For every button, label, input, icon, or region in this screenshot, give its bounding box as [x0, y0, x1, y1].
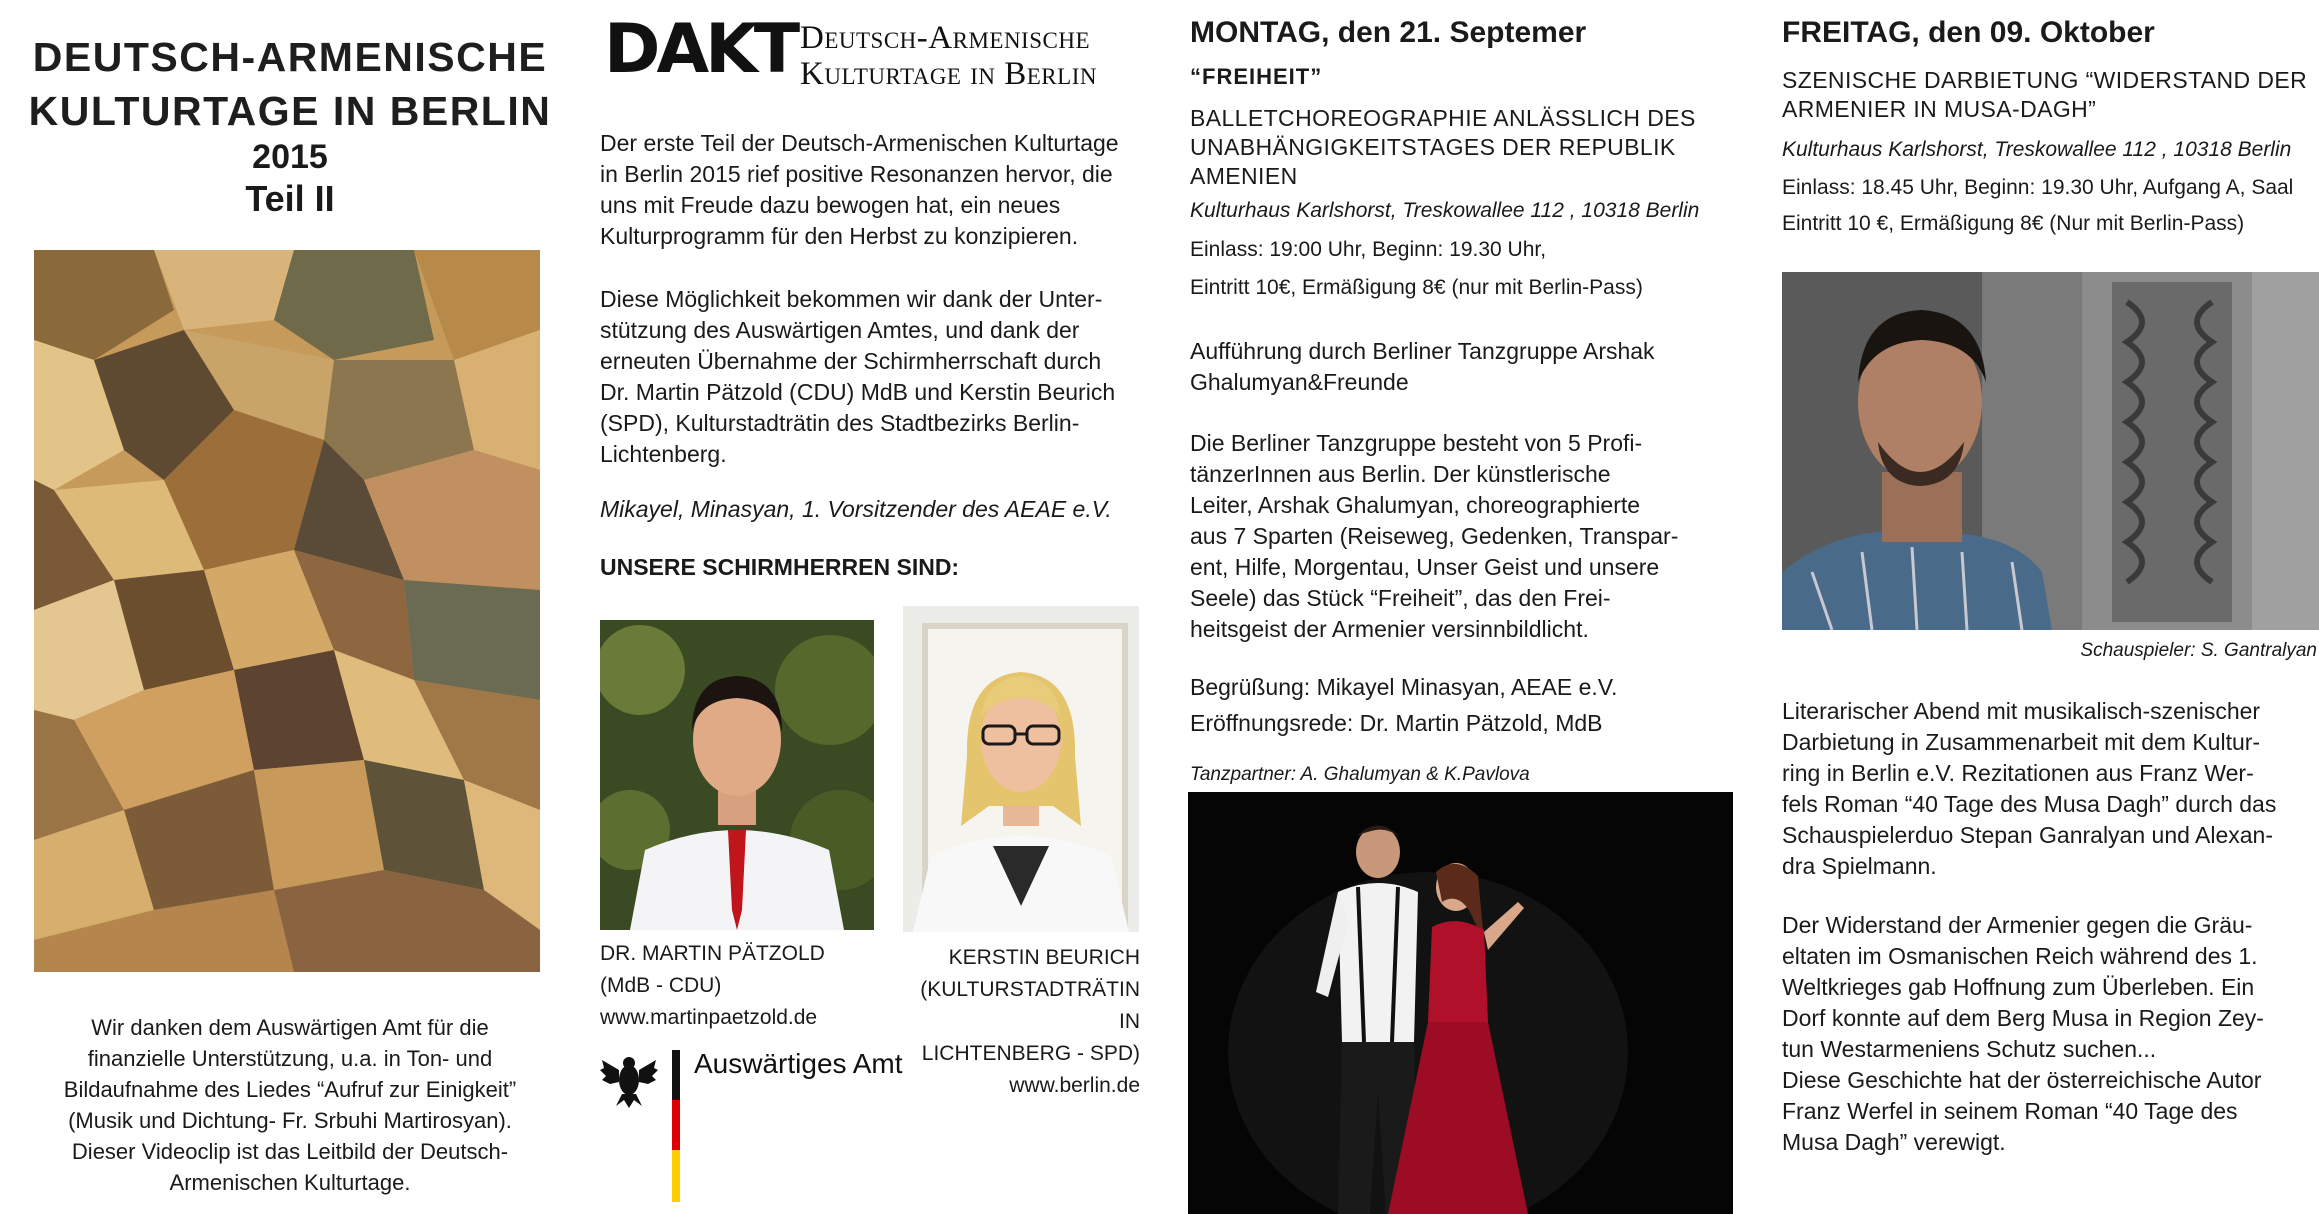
logo-line: Deutsch-Armenische — [800, 20, 1091, 56]
caption-line: KERSTIN BEURICH — [948, 946, 1140, 969]
event2-price: Eintritt 10 €, Ermäßigung 8€ (Nur mit Berlin-Pass) — [1782, 212, 2245, 235]
event1-venue: Kulturhaus Karlshorst, Treskowallee 112 , 10318 Berlin — [1190, 199, 1700, 222]
logo-mark: DAKT — [604, 10, 797, 89]
text-line: Diese Möglichkeit bekommen wir dank der Unter- — [600, 286, 1103, 312]
patron2-caption — [900, 942, 1140, 1102]
text-line: in Berlin 2015 rief positive Resonanzen hervor, die — [600, 161, 1113, 187]
intro-column — [580, 0, 1160, 1214]
flag-gold — [672, 1150, 680, 1202]
text-line: fels Roman “40 Tage des Musa Dagh” durch das — [1782, 791, 2277, 817]
cover-title — [0, 30, 580, 138]
event2-day: FREITAG, den 09. Oktober — [1782, 16, 2155, 49]
text-line: SZENISCHE DARBIETUNG “WIDERSTAND DER — [1782, 67, 2308, 93]
caption-line: www.martinpaetzold.de — [600, 1006, 818, 1029]
logo-text — [800, 20, 1097, 92]
cover-column — [0, 0, 580, 1214]
event2-entry: Einlass: 18.45 Uhr, Beginn: 19.30 Uhr, Aufgang A, Saal — [1782, 176, 2294, 199]
text-line: Dorf konnte auf dem Berg Musa in Region Zey- — [1782, 1005, 2264, 1031]
thanks-text — [40, 1012, 540, 1198]
actor-photo — [1782, 272, 2319, 630]
text-line: Lichtenberg. — [600, 441, 727, 467]
thanks-line: finanzielle Unterstützung, u.a. in Ton- und — [87, 1046, 493, 1071]
thanks-line: Bildaufnahme des Liedes “Aufruf zur Einigkeit” — [63, 1077, 517, 1102]
flag-red — [672, 1100, 680, 1150]
text-line: Seele) das Stück “Freiheit”, das den Frei- — [1190, 585, 1611, 611]
text-line: Franz Werfel in seinem Roman “40 Tage des — [1782, 1098, 2238, 1124]
text-line: UNABHÄNGIGKEITSTAGES DER REPUBLIK — [1190, 134, 1676, 160]
caption-line: (MdB - CDU) — [600, 974, 722, 997]
text-line: ring in Berlin e.V. Rezitationen aus Franz Wer- — [1782, 760, 2254, 786]
patron2-photo — [903, 606, 1139, 932]
text-line: Schauspielerduo Stepan Ganralyan und Alexan- — [1782, 822, 2274, 848]
text-line: stützung des Auswärtigen Amtes, und dank der — [600, 317, 1080, 343]
thanks-line: Dieser Videoclip ist das Leitbild der Deutsch- — [71, 1139, 509, 1164]
event1-title: “FREIHEIT” — [1190, 64, 1323, 89]
event1-entry: Einlass: 19:00 Uhr, Beginn: 19.30 Uhr, — [1190, 238, 1547, 261]
text-line: Dr. Martin Pätzold (CDU) MdB und Kerstin Beurich — [600, 379, 1116, 405]
caption-line: (KULTURSTADTRÄTIN IN — [920, 978, 1140, 1033]
thanks-line: (Musik und Dichtung- Fr. Srbuhi Martirosyan). — [68, 1108, 512, 1133]
dance-photo — [1188, 792, 1733, 1214]
text-line: (SPD), Kulturstadträtin des Stadtbezirks Berlin- — [600, 410, 1080, 436]
flag-bar — [672, 1050, 680, 1202]
caption-line: www.berlin.de — [1009, 1074, 1140, 1097]
text-line: Die Berliner Tanzgruppe besteht von 5 Profi- — [1190, 430, 1643, 456]
event1-greeting: Begrüßung: Mikayel Minasyan, AEAE e.V. — [1190, 674, 1618, 700]
cover-title-line: KULTURTAGE IN BERLIN — [28, 88, 552, 134]
caption-line: LICHTENBERG - SPD) — [921, 1042, 1140, 1065]
text-line: Musa Dagh” verewigt. — [1782, 1129, 2006, 1155]
event2-column — [1770, 0, 2319, 1214]
text-line: uns mit Freude dazu bewogen hat, ein neues — [600, 192, 1061, 218]
text-line: Leiter, Arshak Ghalumyan, choreographierte — [1190, 492, 1641, 518]
event1-opening: Eröffnungsrede: Dr. Martin Pätzold, MdB — [1190, 710, 1603, 736]
event2-paragraph-1 — [1782, 696, 2317, 882]
text-line: Literarischer Abend mit musikalisch-szenischer — [1782, 698, 2261, 724]
event2-title — [1782, 66, 2312, 124]
event1-description — [1190, 428, 1735, 645]
text-line: tänzerInnen aus Berlin. Der künstlerische — [1190, 461, 1611, 487]
cover-painting — [34, 250, 540, 972]
event1-caption: Tanzpartner: A. Ghalumyan & K.Pavlova — [1190, 764, 1530, 785]
thanks-line: Armenischen Kulturtage. — [169, 1170, 411, 1195]
text-line: BALLETCHOREOGRAPHIE ANLÄSSLICH DES — [1190, 105, 1696, 131]
event2-caption: Schauspieler: S. Gantralyan — [2080, 640, 2317, 661]
event1-column — [1180, 0, 1740, 1214]
event1-price: Eintritt 10€, Ermäßigung 8€ (nur mit Berlin-Pass) — [1190, 276, 1643, 299]
event1-subtitle — [1190, 104, 1730, 191]
text-line: Diese Geschichte hat der österreichische Autor — [1782, 1067, 2262, 1093]
caption-line: DR. MARTIN PÄTZOLD — [600, 942, 825, 965]
text-line: Aufführung durch Berliner Tanzgruppe Arshak — [1190, 338, 1655, 364]
text-line: eltaten im Osmanischen Reich während des 1. — [1782, 943, 2258, 969]
text-line: Kulturprogramm für den Herbst zu konzipieren. — [600, 223, 1079, 249]
flag-black — [672, 1050, 680, 1100]
dakt-logo — [604, 10, 1154, 94]
cover-title-line: DEUTSCH-ARMENISCHE — [32, 34, 548, 80]
cover-year: 2015 — [252, 138, 328, 176]
intro-paragraph-1 — [600, 128, 1155, 252]
text-line: aus 7 Sparten (Reiseweg, Gedenken, Transpar- — [1190, 523, 1679, 549]
text-line: Weltkrieges gab Hoffnung zum Überleben. Ein — [1782, 974, 2255, 1000]
text-line: Ghalumyan&Freunde — [1190, 369, 1409, 395]
event2-venue: Kulturhaus Karlshorst, Treskowallee 112 , 10318 Berlin — [1782, 138, 2292, 161]
cover-part: Teil II — [245, 178, 335, 219]
text-line: Darbietung in Zusammenarbeit mit dem Kultur- — [1782, 729, 2261, 755]
text-line: Der erste Teil der Deutsch-Armenischen Kulturtage — [600, 130, 1119, 156]
text-line: Der Widerstand der Armenier gegen die Gräu- — [1782, 912, 2253, 938]
ministry-name: Auswärtiges Amt — [694, 1048, 903, 1079]
text-line: dra Spielmann. — [1782, 853, 1937, 879]
text-line: ARMENIER IN MUSA-DAGH” — [1782, 96, 2097, 122]
patron1-caption — [600, 938, 825, 1034]
signature: Mikayel, Minasyan, 1. Vorsitzender des AEAE e.V. — [600, 496, 1112, 522]
text-line: erneuten Übernahme der Schirmherrschaft durch — [600, 348, 1102, 374]
eagle-icon — [600, 1054, 658, 1108]
event1-performance — [1190, 336, 1735, 398]
patron1-photo — [600, 620, 874, 930]
logo-line: Kulturtage in Berlin — [800, 56, 1097, 92]
thanks-line: Wir danken dem Auswärtigen Amt für die — [91, 1015, 489, 1040]
intro-paragraph-2 — [600, 284, 1155, 470]
patrons-heading: UNSERE SCHIRMHERREN SIND: — [600, 554, 960, 580]
event1-day: MONTAG, den 21. Septemer — [1190, 16, 1587, 49]
text-line: tun Westarmeniens Schutz suchen... — [1782, 1036, 2157, 1062]
text-line: ent, Hilfe, Morgentau, Unser Geist und unsere — [1190, 554, 1660, 580]
text-line: heitsgeist der Armenier versinnbildlicht. — [1190, 616, 1589, 642]
text-line: AMENIEN — [1190, 163, 1298, 189]
event2-paragraph-2 — [1782, 910, 2317, 1158]
